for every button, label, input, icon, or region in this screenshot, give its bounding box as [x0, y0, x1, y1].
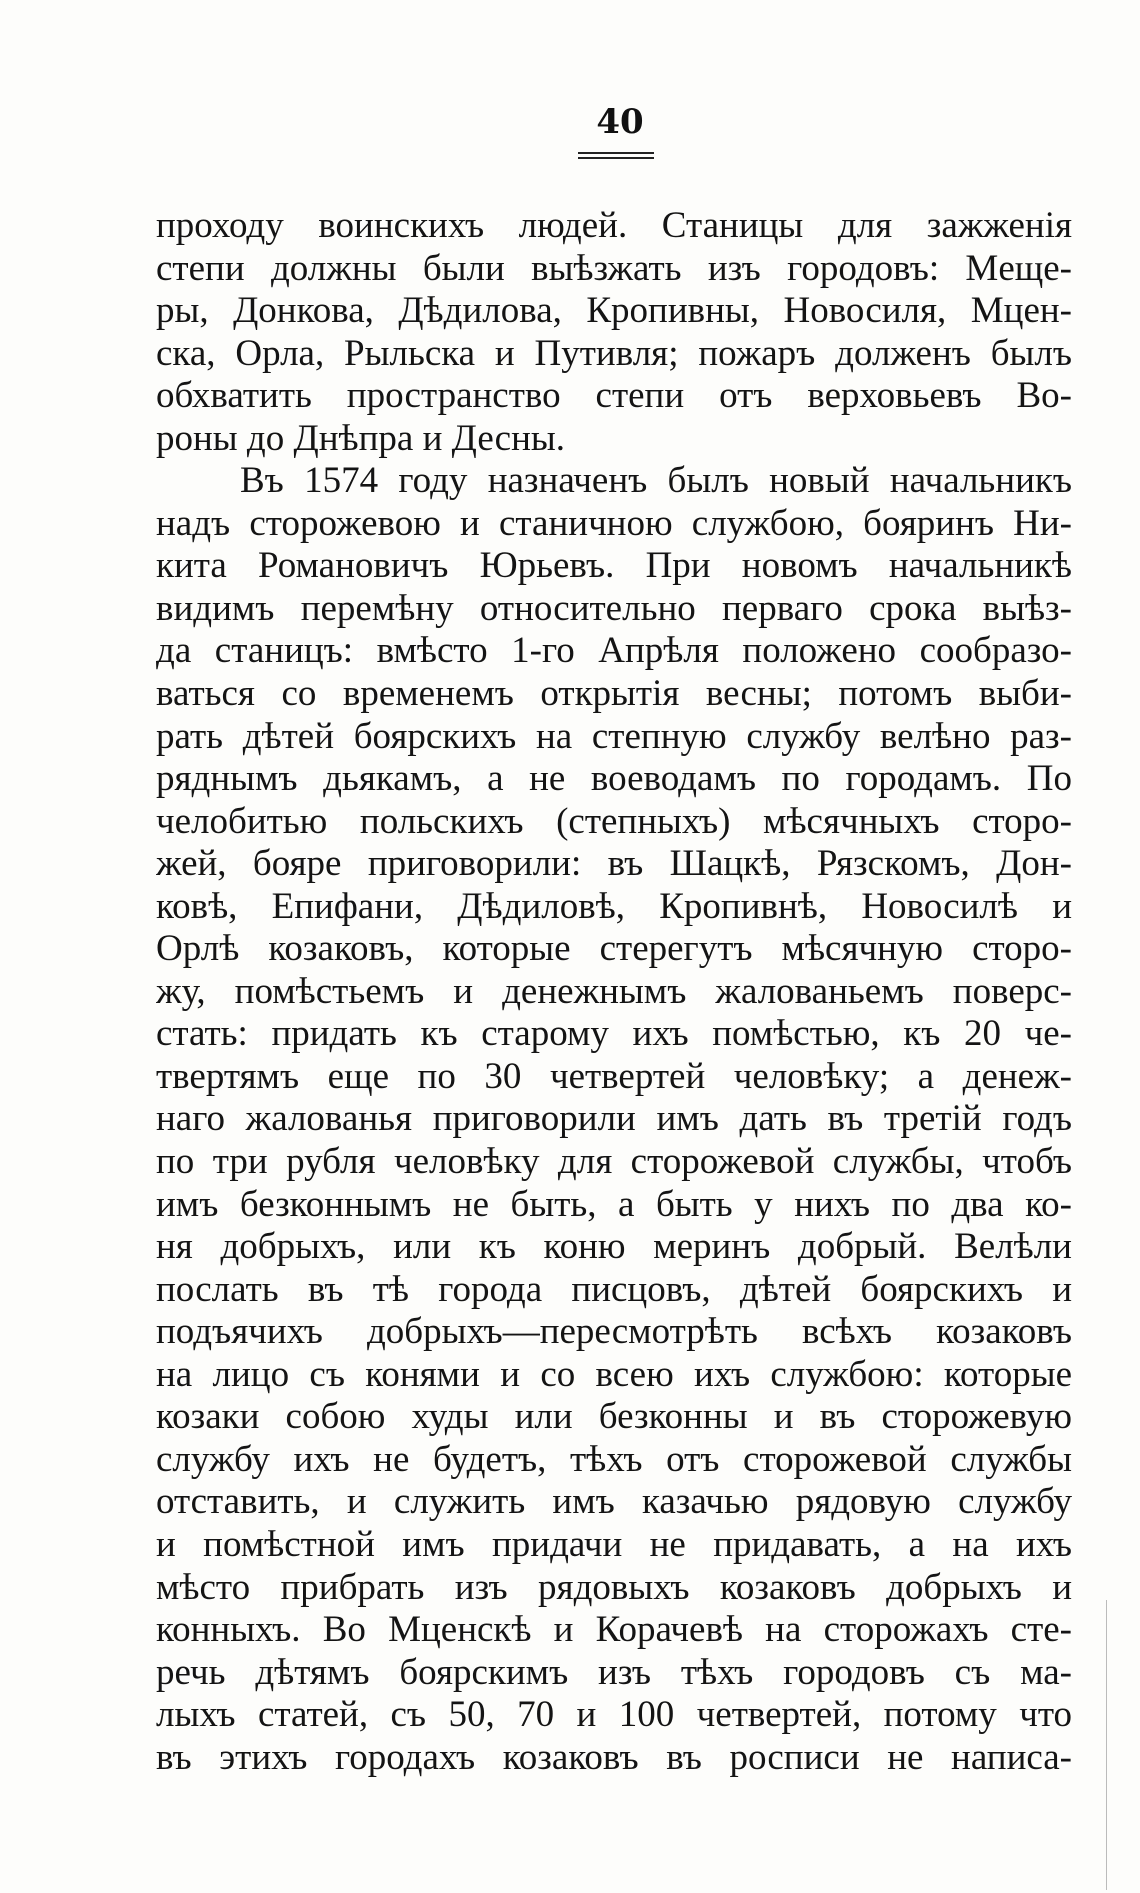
text-line: имъ безконнымъ не быть, а быть у нихъ по два ко- [156, 1183, 1072, 1225]
text-line: наго жалованья приговорили имъ дать въ третій годъ [156, 1098, 1072, 1140]
body-text [156, 205, 1072, 1779]
text-line: жей, бояре приговорили: въ Шацкѣ, Рязскомъ, Дон- [156, 843, 1072, 885]
text-line: надъ сторожевою и станичною службою, бояринъ Ни- [156, 502, 1072, 544]
text-line: Орлѣ козаковъ, которые стерегутъ мѣсячную сторо- [156, 928, 1072, 970]
text-line: послать въ тѣ города писцовъ, дѣтей боярскихъ и [156, 1268, 1072, 1310]
text-line: Въ 1574 году назначенъ былъ новый начальникъ [240, 460, 1072, 502]
text-line: роны до Днѣпра и Десны. [156, 417, 566, 459]
text-line: ры, Донкова, Дѣдилова, Кропивны, Новосиля, Мцен- [156, 290, 1072, 332]
text-line: козаки собою худы или безконны и въ сторожевую [156, 1396, 1072, 1438]
text-line: ваться со временемъ открытія весны; потомъ выби- [156, 673, 1072, 715]
header-rule [578, 152, 654, 154]
text-line: стать: придать къ старому ихъ помѣстью, къ 20 че- [156, 1013, 1072, 1055]
text-line: кита Романовичъ Юрьевъ. При новомъ начальникѣ [156, 545, 1072, 587]
text-line: видимъ перемѣну относительно перваго срока выѣз- [156, 587, 1072, 629]
text-line: службу ихъ не будетъ, тѣхъ отъ сторожевой службы [156, 1438, 1072, 1480]
text-line: ска, Орла, Рыльска и Путивля; пожаръ долженъ былъ [156, 332, 1072, 374]
text-line: на лицо съ конями и со всею ихъ службою: которые [156, 1353, 1072, 1395]
text-line: речь дѣтямъ боярскимъ изъ тѣхъ городовъ съ ма- [156, 1651, 1072, 1693]
text-line: степи должны были выѣзжать изъ городовъ: Meще- [156, 247, 1072, 289]
text-line: проходу воинскихъ людей. Станицы для зажженія [156, 205, 1072, 246]
page-edge-mark [1106, 1600, 1107, 1890]
text-line: обхватить пространство степи отъ верховьевъ Во- [156, 375, 1072, 417]
text-line: подъячихъ добрыхъ—пересмотрѣть всѣхъ козаковъ [156, 1311, 1072, 1353]
header-rule-lower [578, 157, 654, 159]
text-line: въ этихъ городахъ козаковъ въ росписи не написа- [156, 1736, 1072, 1778]
text-line: челобитью польскихъ (степныхъ) мѣсячныхъ сторо- [156, 800, 1072, 842]
text-line: ряднымъ дьякамъ, а не воеводамъ по городамъ. По [156, 758, 1072, 800]
text-line: ня добрыхъ, или къ коню меринъ добрый. Велѣли [156, 1226, 1072, 1268]
text-line: лыхъ статей, съ 50, 70 и 100 четвертей, потому что [156, 1694, 1072, 1736]
text-line: мѣсто прибрать изъ рядовыхъ козаковъ добрыхъ и [156, 1566, 1072, 1608]
text-line: и помѣстной имъ придачи не придавать, а на ихъ [156, 1523, 1072, 1565]
text-line: жу, помѣстьемъ и денежнымъ жалованьемъ поверс- [156, 970, 1072, 1012]
text-line: по три рубля человѣку для сторожевой службы, чтобъ [156, 1141, 1072, 1183]
text-line: ковѣ, Епифани, Дѣдиловѣ, Кропивнѣ, Новосилѣ и [156, 885, 1072, 927]
text-line: рать дѣтей боярскихъ на степную службу велѣно раз- [156, 715, 1072, 757]
text-line: да станицъ: вмѣсто 1-го Апрѣля положено сообразо- [156, 630, 1072, 672]
page-number: 40 [596, 102, 644, 142]
text-line: отставить, и служить имъ казачью рядовую службу [156, 1481, 1072, 1523]
text-line: конныхъ. Во Мценскѣ и Корачевѣ на сторожахъ сте- [156, 1609, 1072, 1651]
text-line: твертямъ еще по 30 четвертей человѣку; а денеж- [156, 1055, 1072, 1097]
